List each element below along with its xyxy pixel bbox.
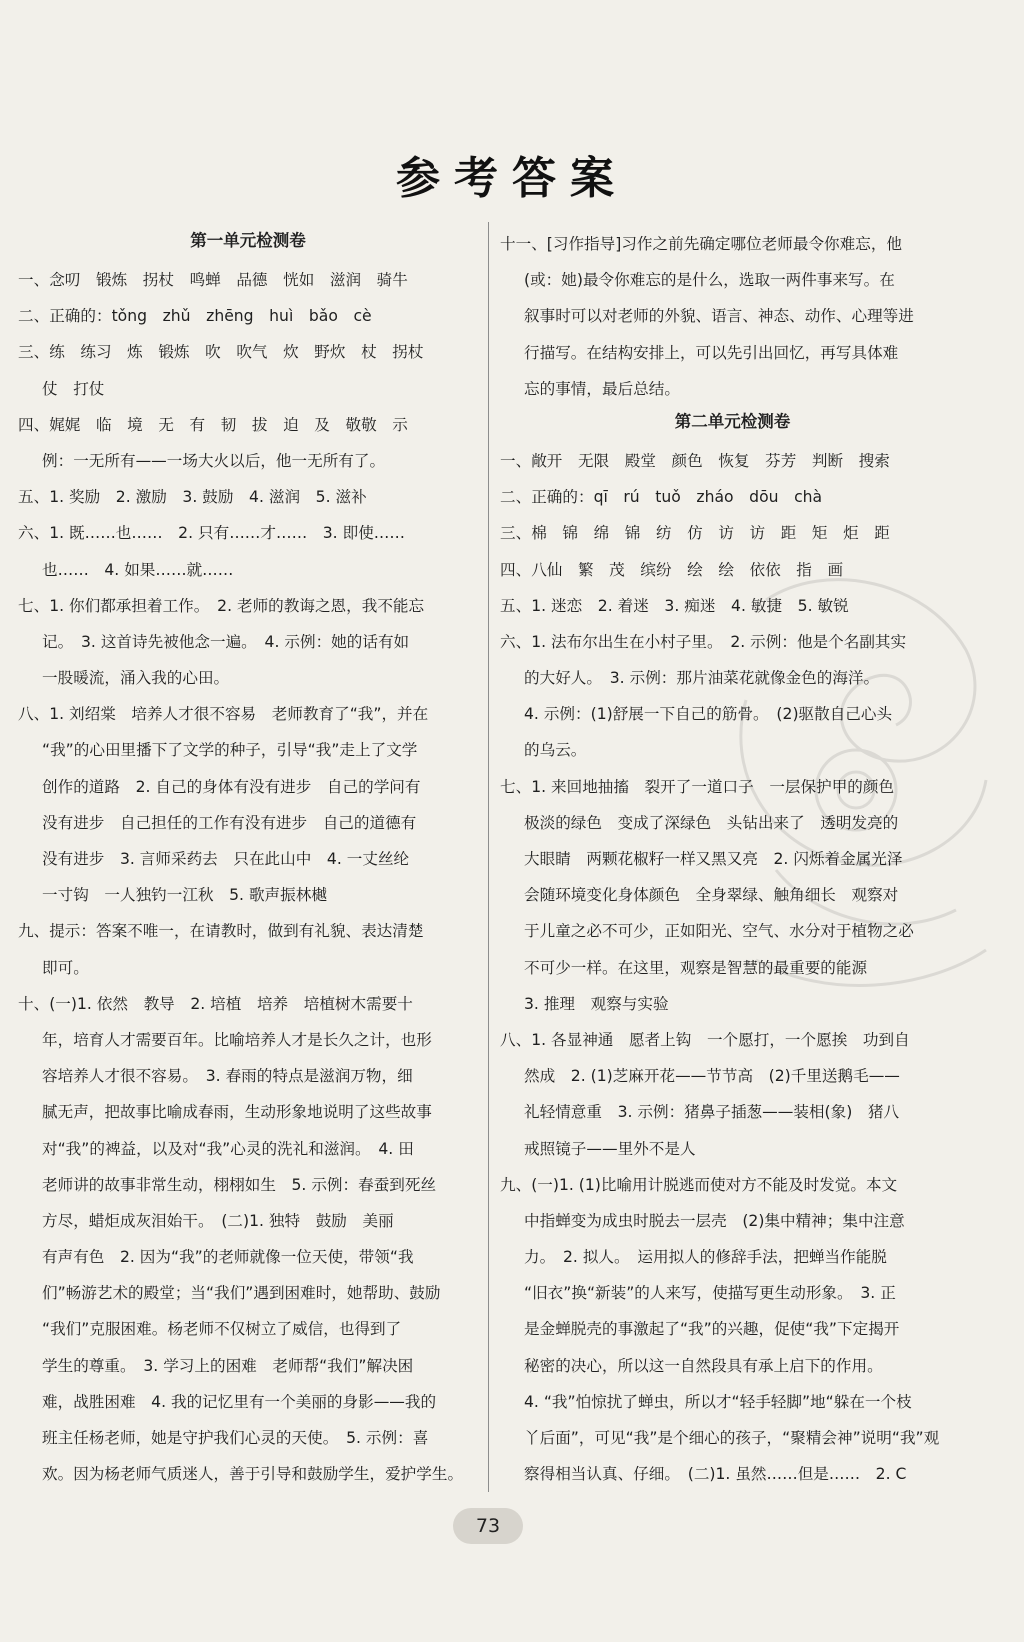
answer-line: 腻无声，把故事比喻成春雨，生动形象地说明了这些故事	[42, 1103, 432, 1122]
column-divider	[488, 222, 489, 1492]
answer-line: 对“我”的裨益，以及对“我”心灵的洗礼和滋润。 4. 田	[42, 1139, 414, 1158]
answer-line: 七、1. 来回地抽搐 裂开了一道口子 一层保护甲的颜色	[500, 777, 895, 796]
answer-line: 九、(一)1. (1)比喻用计脱逃而使对方不能及时发觉。本文	[500, 1175, 898, 1194]
answer-line: 然成 2. (1)芝麻开花——节节高 (2)千里送鹅毛——	[524, 1067, 900, 1086]
answer-line: (或：她)最令你难忘的是什么，选取一两件事来写。在	[524, 271, 895, 290]
answer-line: 礼轻情意重 3. 示例：猪鼻子插葱——装相(象) 猪八	[524, 1103, 900, 1122]
answer-line: 于儿童之必不可少，正如阳光、空气、水分对于植物之必	[524, 922, 914, 941]
answer-line: 学生的尊重。 3. 学习上的困难 老师帮“我们”解决困	[42, 1356, 414, 1375]
answer-line: 力。 2. 拟人。 运用拟人的修辞手法，把蝉当作能脱	[524, 1248, 887, 1267]
answer-line: 记。 3. 这首诗先被他念一遍。 4. 示例：她的话有如	[42, 632, 410, 651]
answer-line: 一股暖流，涌入我的心田。	[42, 669, 230, 688]
answer-line: 老师讲的故事非常生动，栩栩如生 5. 示例：春蚕到死丝	[42, 1175, 437, 1194]
page-title: 参考答案	[396, 153, 628, 204]
answer-line: 一、念叨 锻炼 拐杖 鸣蝉 品德 恍如 滋润 骑牛	[18, 271, 408, 289]
answer-line: 戒照镜子——里外不是人	[524, 1139, 696, 1158]
answer-line: 七、1. 你们都承担着工作。 2. 老师的教诲之恩，我不能忘	[18, 596, 425, 615]
answer-line: 秘密的决心，所以这一自然段具有承上启下的作用。	[524, 1356, 883, 1375]
answer-line: 极淡的绿色 变成了深绿色 头钻出来了 透明发亮的	[524, 813, 899, 832]
answer-line: 八、1. 刘绍棠 培养人才很不容易 老师教育了“我”，并在	[18, 705, 429, 724]
answer-line: 五、1. 奖励 2. 激励 3. 鼓励 4. 滋润 5. 滋补	[18, 488, 367, 507]
answer-line: “我们”克服困难。杨老师不仅树立了威信，也得到了	[42, 1320, 402, 1339]
answer-line: 会随环境变化身体颜色 全身翠绿、触角细长 观察对	[524, 886, 899, 905]
answer-line: 六、1. 既……也…… 2. 只有……才…… 3. 即使……	[18, 524, 405, 543]
answer-line: 不可少一样。在这里，观察是智慧的最重要的能源	[524, 958, 868, 977]
answer-line: 三、练 练习 炼 锻炼 吹 吹气 炊 野炊 杖 拐杖	[18, 343, 424, 362]
answer-line: 们”畅游艺术的殿堂；当“我们”遇到困难时，她帮助、鼓励	[42, 1284, 441, 1303]
answer-line: 一寸钩 一人独钓一江秋 5. 歌声振林樾	[42, 886, 327, 905]
answer-line: 八、1. 各显神通 愿者上钩 一个愿打，一个愿挨 功到自	[500, 1030, 910, 1049]
answer-line: 也…… 4. 如果……就……	[42, 560, 234, 579]
answer-line: 三、棉 锦 绵 锦 纺 仿 访 访 距 矩 炬 距	[500, 524, 890, 543]
answer-line: 二、正确的：tǒng zhǔ zhēng huì bǎo cè	[18, 307, 372, 326]
answer-line: 的乌云。	[524, 741, 587, 760]
answer-line: 四、八仙 繁 茂 缤纷 绘 绘 依依 指 画	[500, 560, 844, 579]
answer-line: 一、敞开 无限 殿堂 颜色 恢复 芬芳 判断 搜索	[500, 451, 890, 470]
answer-line: 行描写。在结构安排上，可以先引出回忆，再写具体难	[524, 343, 899, 362]
answer-line: 丫后面”，可见“我”是个细心的孩子，“聚精会神”说明“我”观	[524, 1429, 940, 1447]
answer-line: 二、正确的：qī rú tuǒ zháo dōu chà	[500, 488, 823, 507]
answer-line: 即可。	[42, 958, 89, 977]
answer-line: 十、(一)1. 依然 教导 2. 培植 培养 培植树木需要十	[18, 994, 413, 1013]
answer-line: 容培养人才很不容易。 3. 春雨的特点是滋润万物，细	[42, 1067, 413, 1086]
answer-line: 方尽，蜡炬成灰泪始干。 (二)1. 独特 鼓励 美丽	[42, 1211, 394, 1230]
answer-line: 中指蝉变为成虫时脱去一层壳 (2)集中精神；集中注意	[524, 1211, 905, 1230]
answer-line: 班主任杨老师，她是守护我们心灵的天使。 5. 示例：喜	[42, 1429, 429, 1447]
answer-line: 五、1. 迷恋 2. 着迷 3. 痴迷 4. 敏捷 5. 敏锐	[500, 596, 849, 615]
answer-line: 九、提示：答案不唯一，在请教时，做到有礼貌、表达清楚	[18, 922, 424, 941]
answer-line: 年，培育人才需要百年。比喻培养人才是长久之计，也形	[42, 1030, 432, 1049]
answer-line: 察得相当认真、仔细。 (二)1. 虽然……但是…… 2. C	[524, 1465, 907, 1484]
right-column	[500, 226, 965, 1492]
page-number: 73	[453, 1508, 523, 1544]
answer-line: 有声有色 2. 因为“我”的老师就像一位天使，带领“我	[42, 1248, 414, 1267]
answer-line: 十一、[习作指导]习作之前先确定哪位老师最令你难忘，他	[500, 235, 903, 253]
answer-line: 没有进步 3. 言师采药去 只在此山中 4. 一丈丝纶	[42, 850, 410, 868]
answer-line: 4. 示例：(1)舒展一下自己的筋骨。 (2)驱散自己心头	[524, 705, 893, 724]
section-title-unit-2: 第二单元检测卷	[674, 411, 791, 431]
left-column	[18, 226, 478, 1492]
answer-line: 四、娓娓 临 境 无 有 韧 拔 迫 及 敬敬 示	[18, 415, 408, 434]
answer-line: 叙事时可以对老师的外貌、语言、神态、动作、心理等进	[524, 307, 914, 326]
answer-line: “我”的心田里播下了文学的种子，引导“我”走上了文学	[42, 741, 418, 760]
answer-line: 没有进步 自己担任的工作有没有进步 自己的道德有	[42, 813, 417, 832]
answer-line: 创作的道路 2. 自己的身体有没有进步 自己的学问有	[42, 777, 421, 796]
answer-line: 欢。因为杨老师气质迷人，善于引导和鼓励学生，爱护学生。	[42, 1465, 464, 1484]
answer-line: 大眼睛 两颗花椒籽一样又黑又亮 2. 闪烁着金属光泽	[524, 850, 903, 868]
answer-line: 4. “我”怕惊扰了蝉虫，所以才“轻手轻脚”地“躲在一个枝	[524, 1392, 912, 1411]
answer-line: 的大好人。 3. 示例：那片油菜花就像金色的海洋。	[524, 669, 880, 688]
answer-line: 仗 打仗	[42, 379, 105, 398]
answer-line: 忘的事情，最后总结。	[524, 379, 680, 398]
answer-line: 难，战胜困难 4. 我的记忆里有一个美丽的身影——我的	[42, 1392, 437, 1411]
answer-line: 3. 推理 观察与实验	[524, 994, 669, 1013]
answer-line: 例：一无所有——一场大火以后，他一无所有了。	[42, 451, 386, 470]
section-title-unit-1: 第一单元检测卷	[190, 231, 306, 250]
answer-line: 是金蝉脱壳的事激起了“我”的兴趣，促使“我”下定揭开	[524, 1320, 900, 1339]
answer-line: 六、1. 法布尔出生在小村子里。 2. 示例：他是个名副其实	[500, 632, 907, 651]
answer-line: “旧衣”换“新装”的人来写，使描写更生动形象。 3. 正	[524, 1284, 896, 1303]
